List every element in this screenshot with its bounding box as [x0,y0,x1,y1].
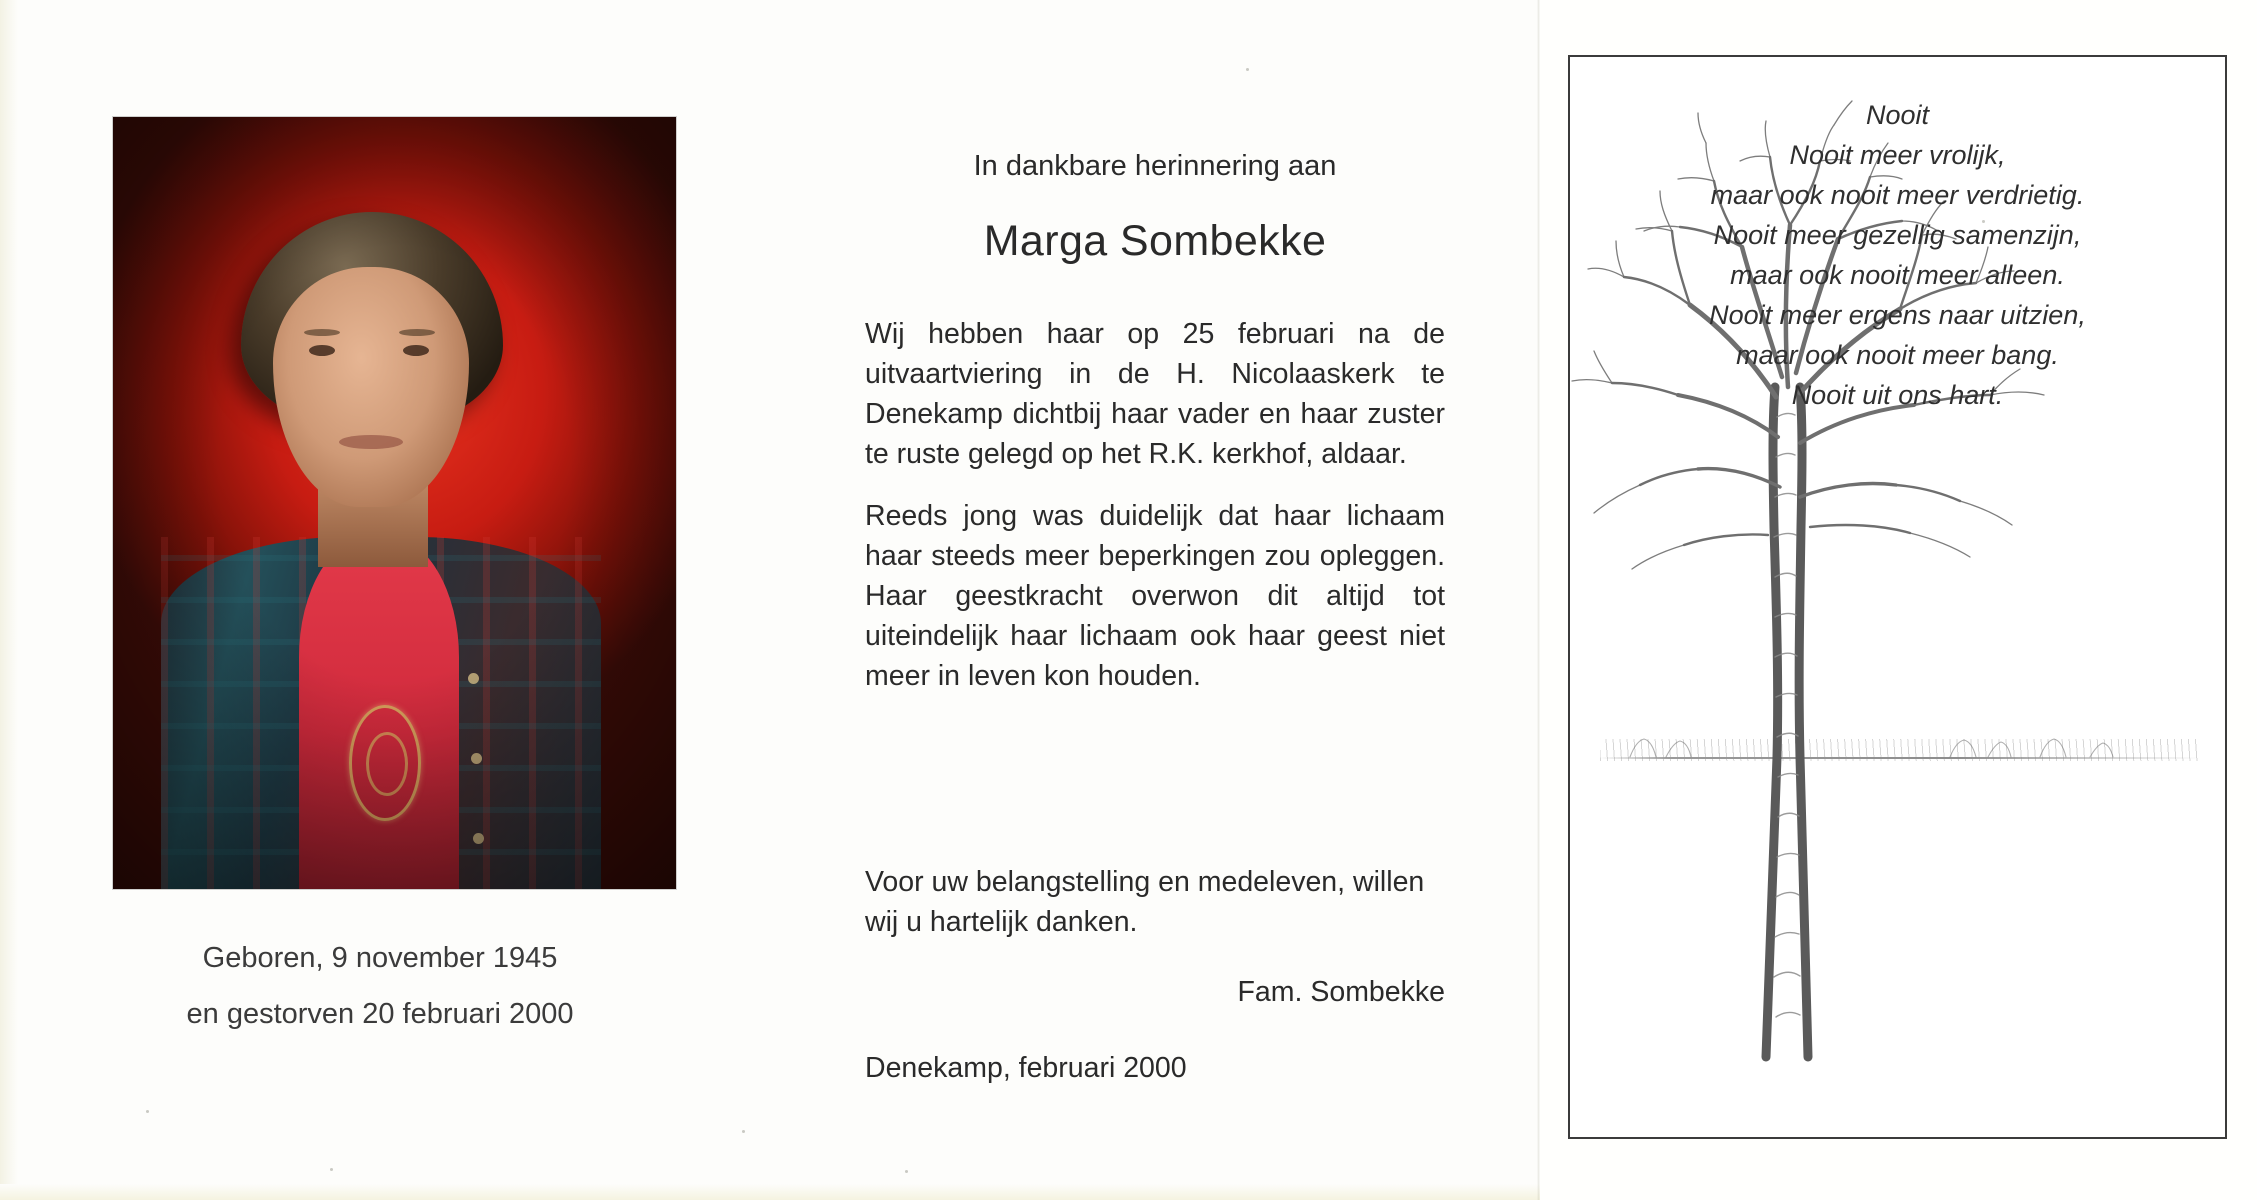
poem-line-5: maar ook nooit meer alleen. [1730,260,2065,290]
middle-panel-text [760,0,1540,1200]
poem-line-7: maar ook nooit meer bang. [1736,340,2059,370]
scan-speck [1246,68,1249,71]
poem-line-8: Nooit uit ons hart. [1791,380,2004,410]
right-panel-poem [1540,0,2257,1200]
portrait-photo [113,117,676,889]
photo-vignette [113,117,676,889]
poem-line-3: maar ook nooit meer verdrietig. [1710,180,2085,210]
scan-speck [905,1170,908,1173]
memorial-heading: In dankbare herinnering aan [973,150,1337,182]
deceased-name: Marga Sombekke [983,217,1327,265]
scan-speck [742,1130,745,1133]
left-panel-photo [0,0,760,1200]
poem-line-1: Nooit [1865,100,1930,130]
thanks-message: Voor uw belangstelling en medeleven, willen wij u hartelijk danken. [865,866,1425,938]
place-and-date: Denekamp, februari 2000 [865,1052,1187,1084]
scan-speck [146,1110,149,1113]
birth-date-line: Geboren, 9 november 1945 [202,942,558,974]
memorial-paragraph-2: Reeds jong was duidelijk dat haar lichaam haar steeds meer beperkingen zou opleggen. Haar geestkracht overwon dit altijd tot uiteindelijk haar lichaam ook haar geest niet meer in leven kon houden. [865,500,1445,692]
scan-speck [330,1168,333,1171]
poem-line-4: Nooit meer gezellig samenzijn, [1713,220,2082,250]
poem-line-2: Nooit meer vrolijk, [1789,140,2006,170]
poem-line-6: Nooit meer ergens naar uitzien, [1709,300,2086,330]
family-signature: Fam. Sombekke [1237,976,1445,1008]
memorial-paragraph-1: Wij hebben haar op 25 februari na de uitvaartviering in de H. Nicolaaskerk te Denekamp dichtbij haar vader en haar zuster te ruste gelegd op het R.K. kerkhof, aldaar. [865,318,1445,470]
poem-text [1570,95,2225,415]
death-date-line: en gestorven 20 februari 2000 [186,998,574,1030]
memorial-text-block [865,150,1445,718]
poem-card-frame [1568,55,2227,1139]
photo-caption [0,930,760,1042]
